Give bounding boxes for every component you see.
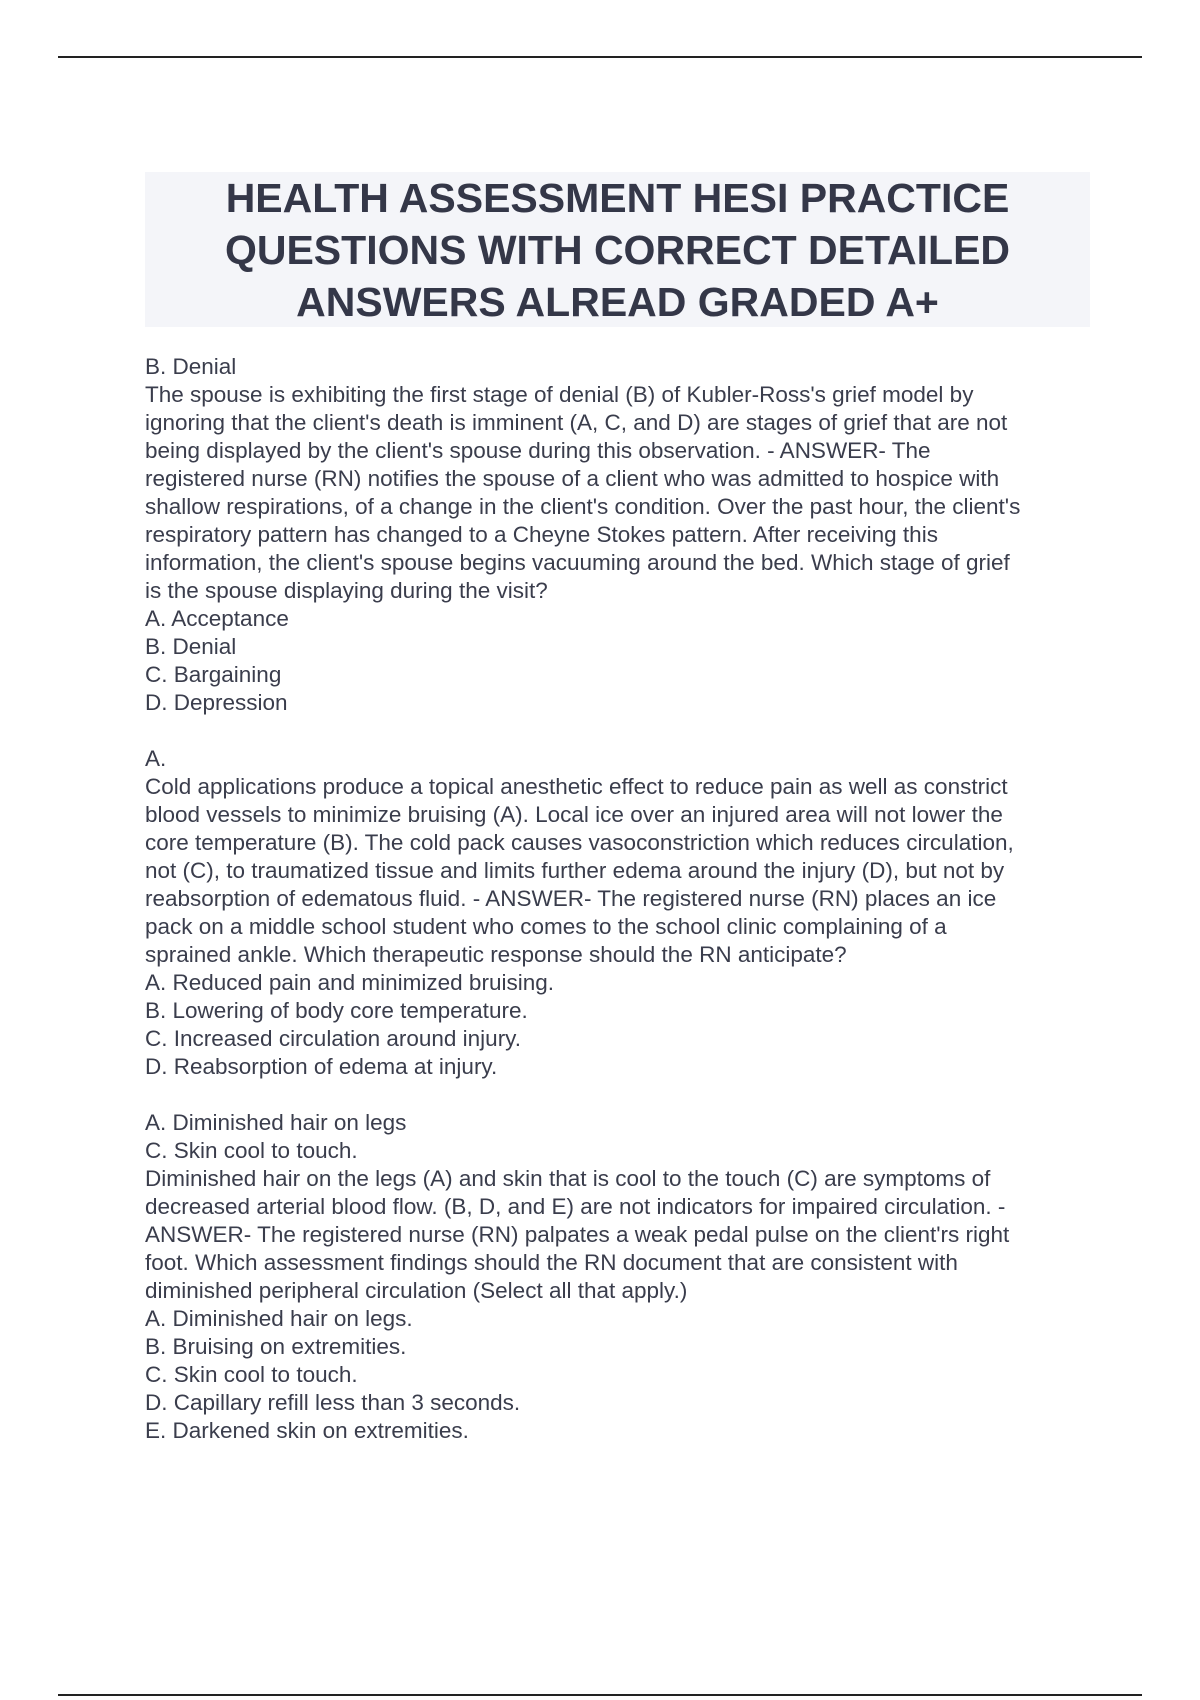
option-item: A. Acceptance xyxy=(145,606,289,631)
option-item: B. Lowering of body core temperature. xyxy=(145,998,528,1023)
option-item: D. Depression xyxy=(145,690,288,715)
option-item: C. Skin cool to touch. xyxy=(145,1362,358,1387)
block-spacer xyxy=(145,717,1090,745)
question-line: pack on a middle school student who comes to the school clinic complaining of a xyxy=(145,914,947,939)
question-block-1 xyxy=(145,353,1090,717)
option-item: B. Denial xyxy=(145,634,237,659)
answer-key: C. Skin cool to touch. xyxy=(145,1138,358,1163)
rationale-line: being displayed by the client's spouse during this observation. - ANSWER- The xyxy=(145,438,931,463)
answer-key: B. Denial xyxy=(145,354,237,379)
answer-key: A. xyxy=(145,746,167,771)
title-line: QUESTIONS WITH CORRECT DETAILED xyxy=(224,226,1011,273)
option-item: C. Increased circulation around injury. xyxy=(145,1026,522,1051)
question-line: respiratory pattern has changed to a Cheyne Stokes pattern. After receiving this xyxy=(145,522,938,547)
question-list xyxy=(145,353,1090,1445)
title-banner xyxy=(145,172,1090,327)
rationale-line: blood vessels to minimize bruising (A). Local ice over an injured area will not lower the xyxy=(145,802,1003,827)
question-line: foot. Which assessment findings should the RN document that are consistent with xyxy=(145,1250,958,1275)
document-title xyxy=(168,172,1068,328)
question-line: sprained ankle. Which therapeutic response should the RN anticipate? xyxy=(145,942,847,967)
option-item: A. Diminished hair on legs. xyxy=(145,1306,413,1331)
question-line: shallow respirations, of a change in the client's condition. Over the past hour, the client's xyxy=(145,494,1021,519)
rationale-line: ignoring that the client's death is imminent (A, C, and D) are stages of grief that are not xyxy=(145,410,1008,435)
rationale-line: The spouse is exhibiting the first stage of denial (B) of Kubler-Ross's grief model by xyxy=(145,382,974,407)
option-item: A. Reduced pain and minimized bruising. xyxy=(145,970,554,995)
option-item: B. Bruising on extremities. xyxy=(145,1334,407,1359)
block-spacer xyxy=(145,1081,1090,1109)
question-line: reabsorption of edematous fluid. - ANSWER- The registered nurse (RN) places an ice xyxy=(145,886,997,911)
question-block-3 xyxy=(145,1109,1090,1445)
question-line: diminished peripheral circulation (Select all that apply.) xyxy=(145,1278,688,1303)
title-line: HEALTH ASSESSMENT HESI PRACTICE xyxy=(225,174,1010,221)
rationale-line: Cold applications produce a topical anesthetic effect to reduce pain as well as constrict xyxy=(145,774,1008,799)
top-rule xyxy=(58,56,1142,58)
question-line: information, the client's spouse begins vacuuming around the bed. Which stage of grief xyxy=(145,550,1010,575)
question-block-2 xyxy=(145,745,1090,1081)
question-line: ANSWER- The registered nurse (RN) palpates a weak pedal pulse on the client'rs right xyxy=(145,1222,1010,1247)
rationale-line: decreased arterial blood flow. (B, D, and E) are not indicators for impaired circulation. - xyxy=(145,1194,1006,1219)
rationale-line: Diminished hair on the legs (A) and skin that is cool to the touch (C) are symptoms of xyxy=(145,1166,991,1191)
question-line: registered nurse (RN) notifies the spouse of a client who was admitted to hospice with xyxy=(145,466,1000,491)
title-line: ANSWERS ALREAD GRADED A+ xyxy=(296,278,939,325)
option-item: D. Reabsorption of edema at injury. xyxy=(145,1054,498,1079)
answer-key: A. Diminished hair on legs xyxy=(145,1110,407,1135)
option-item: C. Bargaining xyxy=(145,662,282,687)
option-item: D. Capillary refill less than 3 seconds. xyxy=(145,1390,521,1415)
rationale-line: core temperature (B). The cold pack causes vasoconstriction which reduces circulation, xyxy=(145,830,1014,855)
option-item: E. Darkened skin on extremities. xyxy=(145,1418,469,1443)
question-line: is the spouse displaying during the visit? xyxy=(145,578,548,603)
rationale-line: not (C), to traumatized tissue and limits further edema around the injury (D), but not by xyxy=(145,858,1005,883)
bottom-rule xyxy=(58,1694,1142,1696)
